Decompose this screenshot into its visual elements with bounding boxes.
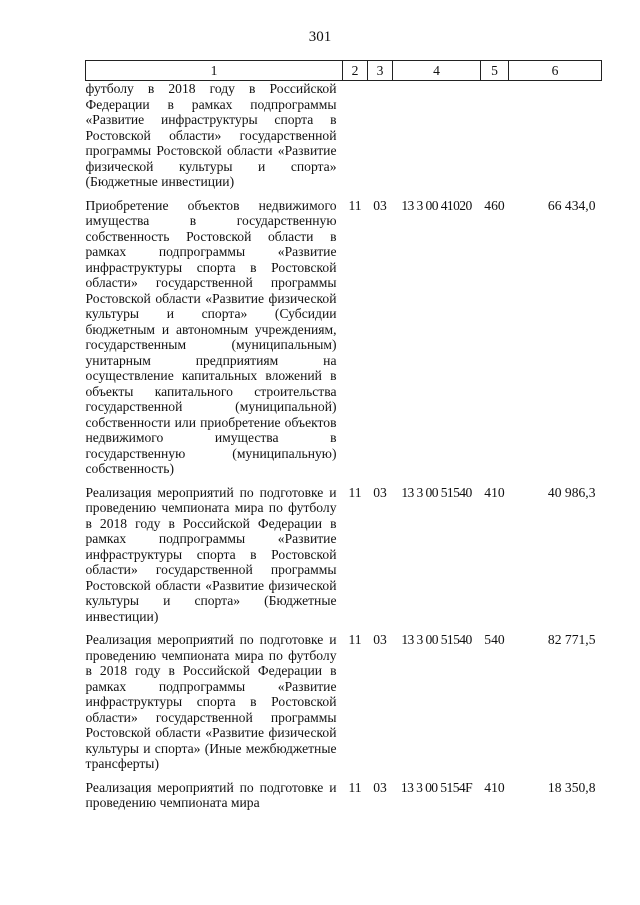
table-row bbox=[86, 485, 602, 625]
row-amount: 82 771,5 bbox=[547, 632, 596, 647]
row-target-code: 13 3 00 5154F bbox=[400, 779, 473, 795]
row-expense-type bbox=[481, 81, 509, 190]
row-target-code: 13 3 00 51540 bbox=[401, 632, 472, 647]
row-subsection: 03 bbox=[373, 197, 387, 213]
row-amount: 40 986,3 bbox=[547, 484, 596, 500]
table-row bbox=[86, 198, 602, 477]
table-row bbox=[86, 81, 602, 190]
page-number: 301 bbox=[308, 29, 332, 45]
row-spacer bbox=[86, 772, 602, 780]
row-target-code: 13 3 00 51540 bbox=[401, 484, 472, 500]
row-spacer bbox=[86, 624, 602, 632]
row-expense-type: 540 bbox=[484, 632, 505, 647]
column-header-1: 1 bbox=[86, 61, 343, 81]
row-section: 11 bbox=[348, 632, 362, 647]
row-expense-type: 460 bbox=[484, 197, 505, 213]
row-spacer bbox=[86, 477, 602, 485]
row-subsection: 03 bbox=[373, 632, 387, 647]
budget-table bbox=[85, 60, 602, 811]
column-header-6: 6 bbox=[509, 61, 602, 81]
row-description: футболу в 2018 году в Российской Федерации в рамках подпрограммы «Развитие инфраструктуры спорта в Ростовской области» государственной программы Ростовской области «Развитие физической культуры и спорта» (Бюджетные инвестиции) bbox=[85, 81, 337, 189]
column-header-5: 5 bbox=[481, 61, 509, 81]
row-description: Реализация мероприятий по подготовке и проведению чемпионата мира по футболу в 2018 году в Российской Федерации в рамках подпрограммы «Развитие инфраструктуры спорта в Ростовской области» государственной программы Ростовской области «Развитие физической культуры и спорта» (Иные межбюджетные трансферты) bbox=[85, 632, 337, 771]
row-amount bbox=[509, 81, 602, 190]
row-subsection: 03 bbox=[373, 484, 387, 500]
row-subsection: 03 bbox=[373, 779, 387, 795]
column-header-4: 4 bbox=[393, 61, 481, 81]
row-expense-type: 410 bbox=[484, 484, 505, 500]
row-subsection bbox=[368, 81, 393, 190]
row-amount: 66 434,0 bbox=[547, 197, 596, 213]
table-row bbox=[86, 632, 602, 772]
row-expense-type: 410 bbox=[484, 779, 505, 795]
row-section bbox=[343, 81, 368, 190]
row-section: 11 bbox=[348, 484, 362, 500]
row-description: Реализация мероприятий по подготовке и проведению чемпионата мира bbox=[85, 779, 337, 810]
table-row bbox=[86, 780, 602, 811]
header-row bbox=[86, 61, 602, 81]
row-description: Приобретение объектов недвижимого имущества в государственную собственность Ростовской области в рамках подпрограммы «Развитие инфраструктуры спорта в Ростовской области» государственной программы Ростовской области «Развитие физической культуры и спорта» (Субсидии бюджетным и автономным учреждениям, государственным (муниципальным) унитарным предприятиям на осуществление капитальных вложений в объекты капитального строительства государственной (муниципальной) собственности или приобретение объектов недвижимого имущества в государственную (муниципальную) собственность) bbox=[85, 197, 337, 476]
row-section: 11 bbox=[348, 197, 362, 213]
row-spacer bbox=[86, 190, 602, 198]
column-header-3: 3 bbox=[368, 61, 393, 81]
row-description: Реализация мероприятий по подготовке и проведению чемпионата мира по футболу в 2018 году в Российской Федерации в рамках подпрограммы «Развитие инфраструктуры спорта в Ростовской области» государственной программы Ростовской области «Развитие физической культуры и спорта» (Бюджетные инвестиции) bbox=[85, 484, 337, 624]
row-section: 11 bbox=[348, 779, 362, 795]
column-header-2: 2 bbox=[343, 61, 368, 81]
row-target-code: 13 3 00 41020 bbox=[401, 197, 472, 213]
row-target-code bbox=[393, 81, 481, 190]
row-amount: 18 350,8 bbox=[547, 779, 596, 795]
